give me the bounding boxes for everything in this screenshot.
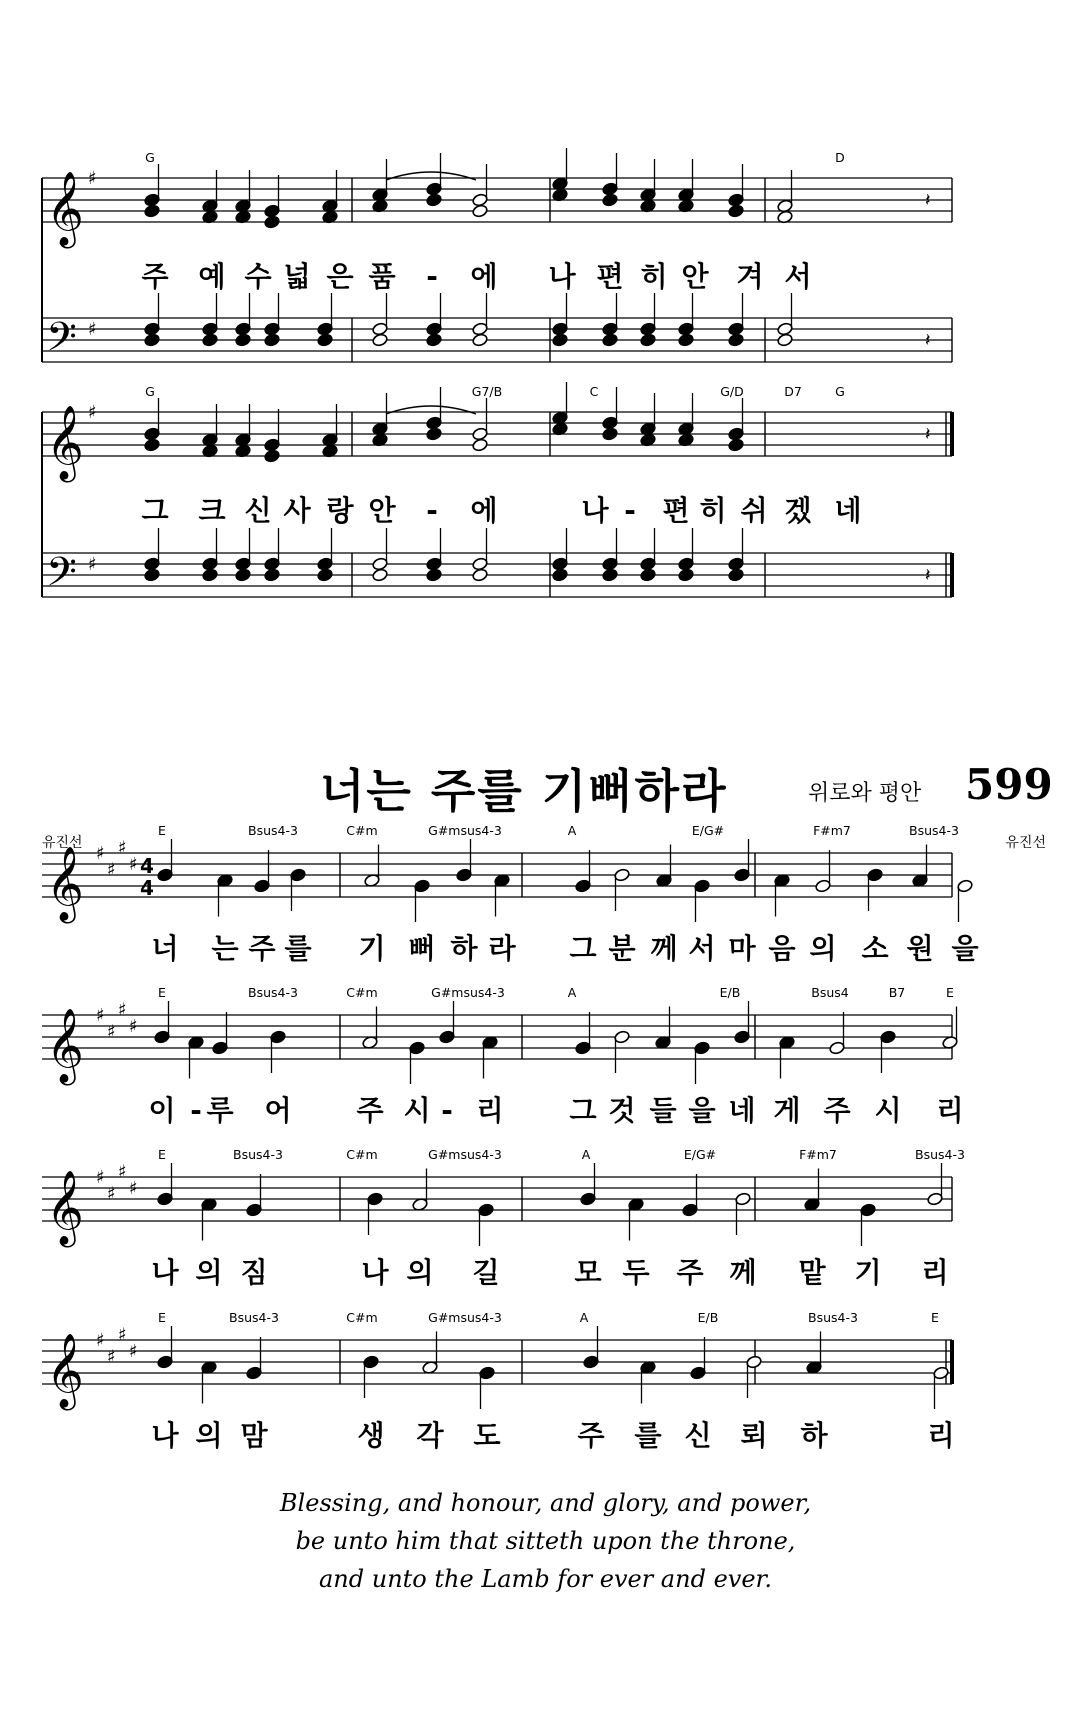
note-head [426, 557, 443, 571]
quarter-rest: 𝄽 [925, 424, 931, 445]
lyric-syllable: 생 [357, 1419, 385, 1452]
lyric-syllable: 것 [608, 1094, 636, 1127]
hymn-number: 599 [965, 760, 1053, 809]
lyric-syllable: - [624, 494, 636, 527]
chord-symbol: D [835, 150, 845, 165]
lyric-syllable: 뻐 [408, 932, 436, 965]
key-signature-sharp: ♯ [129, 1178, 138, 1199]
time-signature-bottom: 4 [140, 876, 154, 900]
note-head [552, 568, 569, 582]
chord-symbol: G7/B [471, 384, 503, 399]
note-head [426, 427, 443, 441]
note-head [472, 204, 489, 218]
lyric-syllable: 히 [640, 260, 668, 293]
lyric-syllable: 의 [195, 1256, 223, 1289]
melody-staff [42, 853, 952, 897]
note-head [202, 333, 219, 347]
note-head [439, 1030, 456, 1044]
lyric-syllable: 리 [476, 1094, 504, 1127]
hymn-category: 위로와 평안 [808, 781, 922, 806]
note-head [602, 333, 619, 347]
lyric-syllable: 기 [358, 932, 386, 965]
tie-slur [386, 172, 476, 180]
lyric-syllable: 마 [728, 932, 756, 965]
key-signature-sharp: ♯ [88, 168, 97, 189]
note-head [602, 193, 619, 207]
note-head [372, 568, 389, 582]
chord-symbol: G#msus4-3 [431, 985, 505, 1000]
key-signature-sharp: ♯ [107, 1346, 116, 1368]
note-head [372, 333, 389, 347]
note-head [552, 322, 569, 336]
key-signature-sharp: ♯ [118, 999, 127, 1021]
treble-clef: 𝄞 [46, 1009, 84, 1083]
key-signature-sharp: ♯ [129, 1016, 138, 1037]
lyric-syllable: 그 [569, 1094, 597, 1127]
note-head [157, 1192, 174, 1206]
note-head [472, 568, 489, 582]
note-head [235, 322, 252, 336]
lyric-syllable: 는 [211, 932, 239, 965]
lyric-syllable: 나 [151, 1419, 179, 1452]
note-head [678, 557, 695, 571]
note-head [602, 182, 619, 196]
note-head [426, 193, 443, 207]
note-head [640, 557, 657, 571]
chord-symbol: E [158, 1147, 166, 1162]
note-head [235, 557, 252, 571]
lyric-syllable: 은 [326, 260, 354, 293]
note-head [264, 333, 281, 347]
note-head [317, 333, 334, 347]
treble-clef: 𝄞 [46, 1171, 84, 1245]
note-head [640, 333, 657, 347]
treble-clef: 𝄞 [46, 1334, 84, 1408]
note-head [694, 879, 711, 893]
note-head [212, 1041, 229, 1055]
chord-symbol: C#m [346, 985, 378, 1000]
note-head [746, 1355, 763, 1369]
chord-symbol: A [567, 985, 577, 1000]
chord-symbol: C#m [346, 1310, 378, 1325]
lyric-syllable: 맘 [240, 1419, 268, 1452]
note-head [694, 1041, 711, 1055]
lyric-syllable: 안 [681, 260, 709, 293]
key-signature-sharp: ♯ [129, 1341, 138, 1362]
note-head [426, 322, 443, 336]
lyric-syllable: 시 [403, 1094, 431, 1127]
key-signature-sharp: ♯ [129, 854, 138, 875]
note-head [290, 868, 307, 882]
treble-clef: 𝄞 [46, 406, 84, 480]
lyricist-credit: 유진선 [1005, 835, 1046, 851]
lyric-syllable: 네 [834, 494, 862, 527]
chord-symbol: Bsus4-3 [229, 1310, 279, 1325]
note-head [867, 868, 884, 882]
lyric-syllable: 모 [574, 1256, 602, 1289]
note-head [144, 568, 161, 582]
key-signature-sharp: ♯ [96, 1330, 105, 1351]
lyric-syllable: 시 [874, 1094, 902, 1127]
note-head [363, 1355, 380, 1369]
chord-symbol: G [145, 384, 155, 399]
note-head [678, 322, 695, 336]
note-head [426, 182, 443, 196]
note-head [372, 557, 389, 571]
note-head [472, 322, 489, 336]
chord-symbol: G#msus4-3 [428, 823, 502, 838]
lyric-syllable: 쉬 [740, 494, 768, 527]
lyric-syllable: 서 [784, 260, 812, 293]
bass-staff [42, 553, 952, 597]
chord-symbol: E/B [697, 1310, 719, 1325]
lyric-syllable: 기 [854, 1256, 882, 1289]
lyric-syllable: 를 [634, 1419, 662, 1452]
lyric-syllable: 도 [473, 1419, 501, 1452]
note-head [202, 557, 219, 571]
note-head [472, 438, 489, 452]
note-head [472, 193, 489, 207]
lyric-syllable: 나 [548, 260, 576, 293]
lyric-syllable: 수 [244, 260, 272, 293]
key-signature-sharp: ♯ [118, 1161, 127, 1183]
note-head [157, 868, 174, 882]
note-head [933, 1366, 950, 1380]
tie-slur [386, 406, 476, 414]
note-head [479, 1366, 496, 1380]
lyric-syllable: 주 [141, 260, 169, 293]
key-signature-sharp: ♯ [107, 1183, 116, 1205]
lyric-syllable: 께 [729, 1256, 757, 1289]
lyric-syllable: 들 [649, 1094, 677, 1127]
lyric-syllable: 편 [596, 260, 624, 293]
note-head [575, 1041, 592, 1055]
note-head [414, 879, 431, 893]
note-head [777, 333, 794, 347]
bass-staff [42, 318, 952, 362]
note-head [614, 868, 631, 882]
note-head [264, 215, 281, 229]
lyric-syllable: 사 [283, 494, 311, 527]
chord-symbol: G#msus4-3 [428, 1310, 502, 1325]
key-signature-sharp: ♯ [88, 554, 97, 575]
chord-symbol: E [158, 823, 166, 838]
quarter-rest: 𝄽 [925, 565, 931, 586]
composer-credit: 유진선 [42, 835, 83, 851]
note-head [728, 557, 745, 571]
note-head [472, 333, 489, 347]
note-head [264, 557, 281, 571]
note-head [144, 557, 161, 571]
chord-symbol: C#m [346, 823, 378, 838]
note-head [246, 1366, 263, 1380]
note-head [270, 1030, 287, 1044]
chord-symbol: Bsus4-3 [915, 1147, 965, 1162]
lyric-syllable: 루 [206, 1094, 234, 1127]
key-signature-sharp: ♯ [88, 319, 97, 340]
note-head [456, 868, 473, 882]
chord-symbol: G#msus4-3 [428, 1147, 502, 1162]
chord-symbol: Bsus4-3 [233, 1147, 283, 1162]
key-signature-sharp: ♯ [118, 837, 127, 859]
lyric-syllable: 께 [650, 932, 678, 965]
lyric-syllable: 네 [728, 1094, 756, 1127]
bass-clef: 𝄢 [46, 549, 77, 605]
note-head [580, 1192, 597, 1206]
lyric-syllable: 품 [368, 260, 396, 293]
note-head [602, 557, 619, 571]
lyric-syllable: 두 [622, 1256, 650, 1289]
lyric-syllable: 뢰 [740, 1419, 768, 1452]
hymn-title: 너는 주를 기뻐하라 [320, 764, 728, 818]
note-head [254, 879, 271, 893]
chord-symbol: E [946, 985, 954, 1000]
note-head [202, 568, 219, 582]
note-head [552, 333, 569, 347]
chord-symbol: A [567, 823, 577, 838]
lyric-syllable: 나 [361, 1256, 389, 1289]
lyric-syllable: 각 [416, 1419, 444, 1452]
lyric-syllable: 그 [569, 932, 597, 965]
note-head [157, 1355, 174, 1369]
scripture-verse-line: Blessing, and honour, and glory, and power, [279, 1489, 812, 1517]
lyric-syllable: 어 [264, 1094, 292, 1127]
lyric-syllable: 의 [406, 1256, 434, 1289]
note-head [602, 427, 619, 441]
key-signature-sharp: ♯ [118, 1324, 127, 1346]
lyric-syllable: 소 [861, 932, 889, 965]
note-head [728, 193, 745, 207]
chord-symbol: Bsus4-3 [248, 823, 298, 838]
note-head [728, 322, 745, 336]
note-head [409, 1041, 426, 1055]
note-head [734, 868, 751, 882]
note-head [144, 438, 161, 452]
note-head [144, 333, 161, 347]
note-head [144, 204, 161, 218]
treble-clef: 𝄞 [46, 847, 84, 921]
key-signature-sharp: ♯ [107, 859, 116, 881]
note-head [957, 879, 974, 893]
treble-staff [42, 178, 952, 222]
chord-symbol: D7 [784, 384, 802, 399]
lyric-syllable: 히 [699, 494, 727, 527]
lyric-syllable: 하 [800, 1419, 828, 1452]
lyric-syllable: 라 [488, 932, 516, 965]
lyric-syllable: 랑 [326, 494, 354, 527]
lyric-syllable: 리 [921, 1256, 949, 1289]
note-head [690, 1366, 707, 1380]
lyric-syllable: 게 [773, 1094, 801, 1127]
note-head [829, 1041, 846, 1055]
lyric-syllable: 너 [151, 932, 179, 965]
key-signature-sharp: ♯ [96, 843, 105, 864]
lyric-syllable: 길 [472, 1256, 500, 1289]
chord-symbol: A [579, 1310, 589, 1325]
note-head [478, 1203, 495, 1217]
note-head [144, 427, 161, 441]
chord-symbol: E [158, 1310, 166, 1325]
chord-symbol: Bsus4-3 [248, 985, 298, 1000]
lyric-syllable: 이 [148, 1094, 176, 1127]
note-head [728, 568, 745, 582]
lyric-syllable: 주 [823, 1094, 851, 1127]
lyric-syllable: 짐 [240, 1256, 268, 1289]
note-head [317, 568, 334, 582]
lyric-syllable: 넓 [283, 260, 311, 293]
chord-symbol: E/G# [683, 1147, 717, 1162]
key-signature-sharp: ♯ [107, 1021, 116, 1043]
lyric-syllable: 음 [768, 932, 796, 965]
lyric-syllable: 를 [284, 932, 312, 965]
note-head [602, 416, 619, 430]
note-head [777, 322, 794, 336]
note-head [728, 333, 745, 347]
note-head [202, 322, 219, 336]
note-head [734, 1030, 751, 1044]
key-signature-sharp: ♯ [96, 1005, 105, 1026]
chord-symbol: Bsus4-3 [909, 823, 959, 838]
note-head [426, 333, 443, 347]
chord-symbol: G [835, 384, 845, 399]
treble-clef: 𝄞 [46, 172, 84, 246]
lyric-syllable: 리 [927, 1419, 955, 1452]
chord-symbol: C#m [346, 1147, 378, 1162]
note-head [602, 322, 619, 336]
lyric-syllable: 을 [951, 932, 979, 965]
lyric-syllable: 분 [608, 932, 636, 965]
quarter-rest: 𝄽 [925, 330, 931, 351]
lyric-syllable: 에 [470, 260, 498, 293]
lyric-syllable: 나 [581, 494, 609, 527]
lyric-syllable: 편 [662, 494, 690, 527]
note-head [815, 879, 832, 893]
lyric-syllable: 주 [248, 932, 276, 965]
note-head [264, 438, 281, 452]
lyric-syllable: 안 [368, 494, 396, 527]
note-head [235, 333, 252, 347]
lyric-syllable: 의 [195, 1419, 223, 1452]
lyric-syllable: 크 [198, 494, 226, 527]
note-head [246, 1203, 263, 1217]
lyric-syllable: 주 [356, 1094, 384, 1127]
lyric-syllable: 주 [577, 1419, 605, 1452]
note-head [317, 322, 334, 336]
chord-symbol: E [931, 1310, 939, 1325]
note-head [602, 568, 619, 582]
chord-symbol: G/D [720, 384, 744, 399]
note-head [640, 568, 657, 582]
note-head [927, 1192, 944, 1206]
note-head [264, 449, 281, 463]
note-head [678, 333, 695, 347]
lyric-syllable: - [441, 1094, 453, 1127]
note-head [880, 1030, 897, 1044]
note-head [728, 427, 745, 441]
note-head [614, 1030, 631, 1044]
lyric-syllable: - [426, 260, 438, 293]
note-head [735, 1192, 752, 1206]
note-head [575, 879, 592, 893]
chord-symbol: E/G# [691, 823, 725, 838]
note-head [552, 557, 569, 571]
note-head [426, 568, 443, 582]
note-head [426, 416, 443, 430]
note-head [472, 557, 489, 571]
note-head [235, 568, 252, 582]
lyric-syllable: 신 [684, 1419, 712, 1452]
lyric-syllable: - [190, 1094, 202, 1127]
bass-clef: 𝄢 [46, 314, 77, 370]
note-head [860, 1203, 877, 1217]
lyric-syllable: 에 [470, 494, 498, 527]
note-head [678, 568, 695, 582]
lyric-syllable: 맡 [798, 1256, 826, 1289]
lyric-syllable: 주 [676, 1256, 704, 1289]
chord-symbol: Bsus4-3 [808, 1310, 858, 1325]
time-signature-top: 4 [140, 854, 154, 878]
note-head [728, 204, 745, 218]
chord-symbol: F#m7 [799, 1147, 837, 1162]
treble-staff [42, 412, 952, 456]
note-head [264, 204, 281, 218]
chord-symbol: E [158, 985, 166, 1000]
chord-symbol: A [581, 1147, 591, 1162]
note-head [317, 557, 334, 571]
note-head [583, 1355, 600, 1369]
chord-symbol: F#m7 [813, 823, 851, 838]
scripture-verse-line: be unto him that sitteth upon the throne, [295, 1527, 796, 1555]
note-head [372, 322, 389, 336]
key-signature-sharp: ♯ [88, 402, 97, 423]
chord-symbol: G [145, 150, 155, 165]
chord-symbol: E/B [719, 985, 741, 1000]
lyric-syllable: 그 [141, 494, 169, 527]
lyric-syllable: 예 [198, 260, 226, 293]
note-head [264, 322, 281, 336]
note-head [472, 427, 489, 441]
chord-symbol: C [589, 384, 599, 399]
note-head [640, 322, 657, 336]
note-head [367, 1192, 384, 1206]
melody-staff [42, 1015, 952, 1059]
scripture-verse-line: and unto the Lamb for ever and ever. [318, 1565, 772, 1593]
chord-symbol: B7 [888, 985, 906, 1000]
lyric-syllable: 나 [151, 1256, 179, 1289]
chord-symbol: Bsus4 [811, 985, 849, 1000]
note-head [682, 1203, 699, 1217]
lyric-syllable: 신 [244, 494, 272, 527]
note-head [728, 438, 745, 452]
lyric-syllable: 서 [688, 932, 716, 965]
quarter-rest: 𝄽 [925, 190, 931, 211]
lyric-syllable: 을 [688, 1094, 716, 1127]
lyric-syllable: 하 [450, 932, 478, 965]
lyric-syllable: - [426, 494, 438, 527]
note-head [264, 568, 281, 582]
note-head [144, 193, 161, 207]
lyric-syllable: 의 [809, 932, 837, 965]
lyric-syllable: 리 [936, 1094, 964, 1127]
note-head [154, 1030, 171, 1044]
lyric-syllable: 원 [906, 932, 934, 965]
key-signature-sharp: ♯ [96, 1167, 105, 1188]
lyric-syllable: 겠 [784, 494, 812, 527]
note-head [144, 322, 161, 336]
lyric-syllable: 겨 [736, 260, 764, 293]
